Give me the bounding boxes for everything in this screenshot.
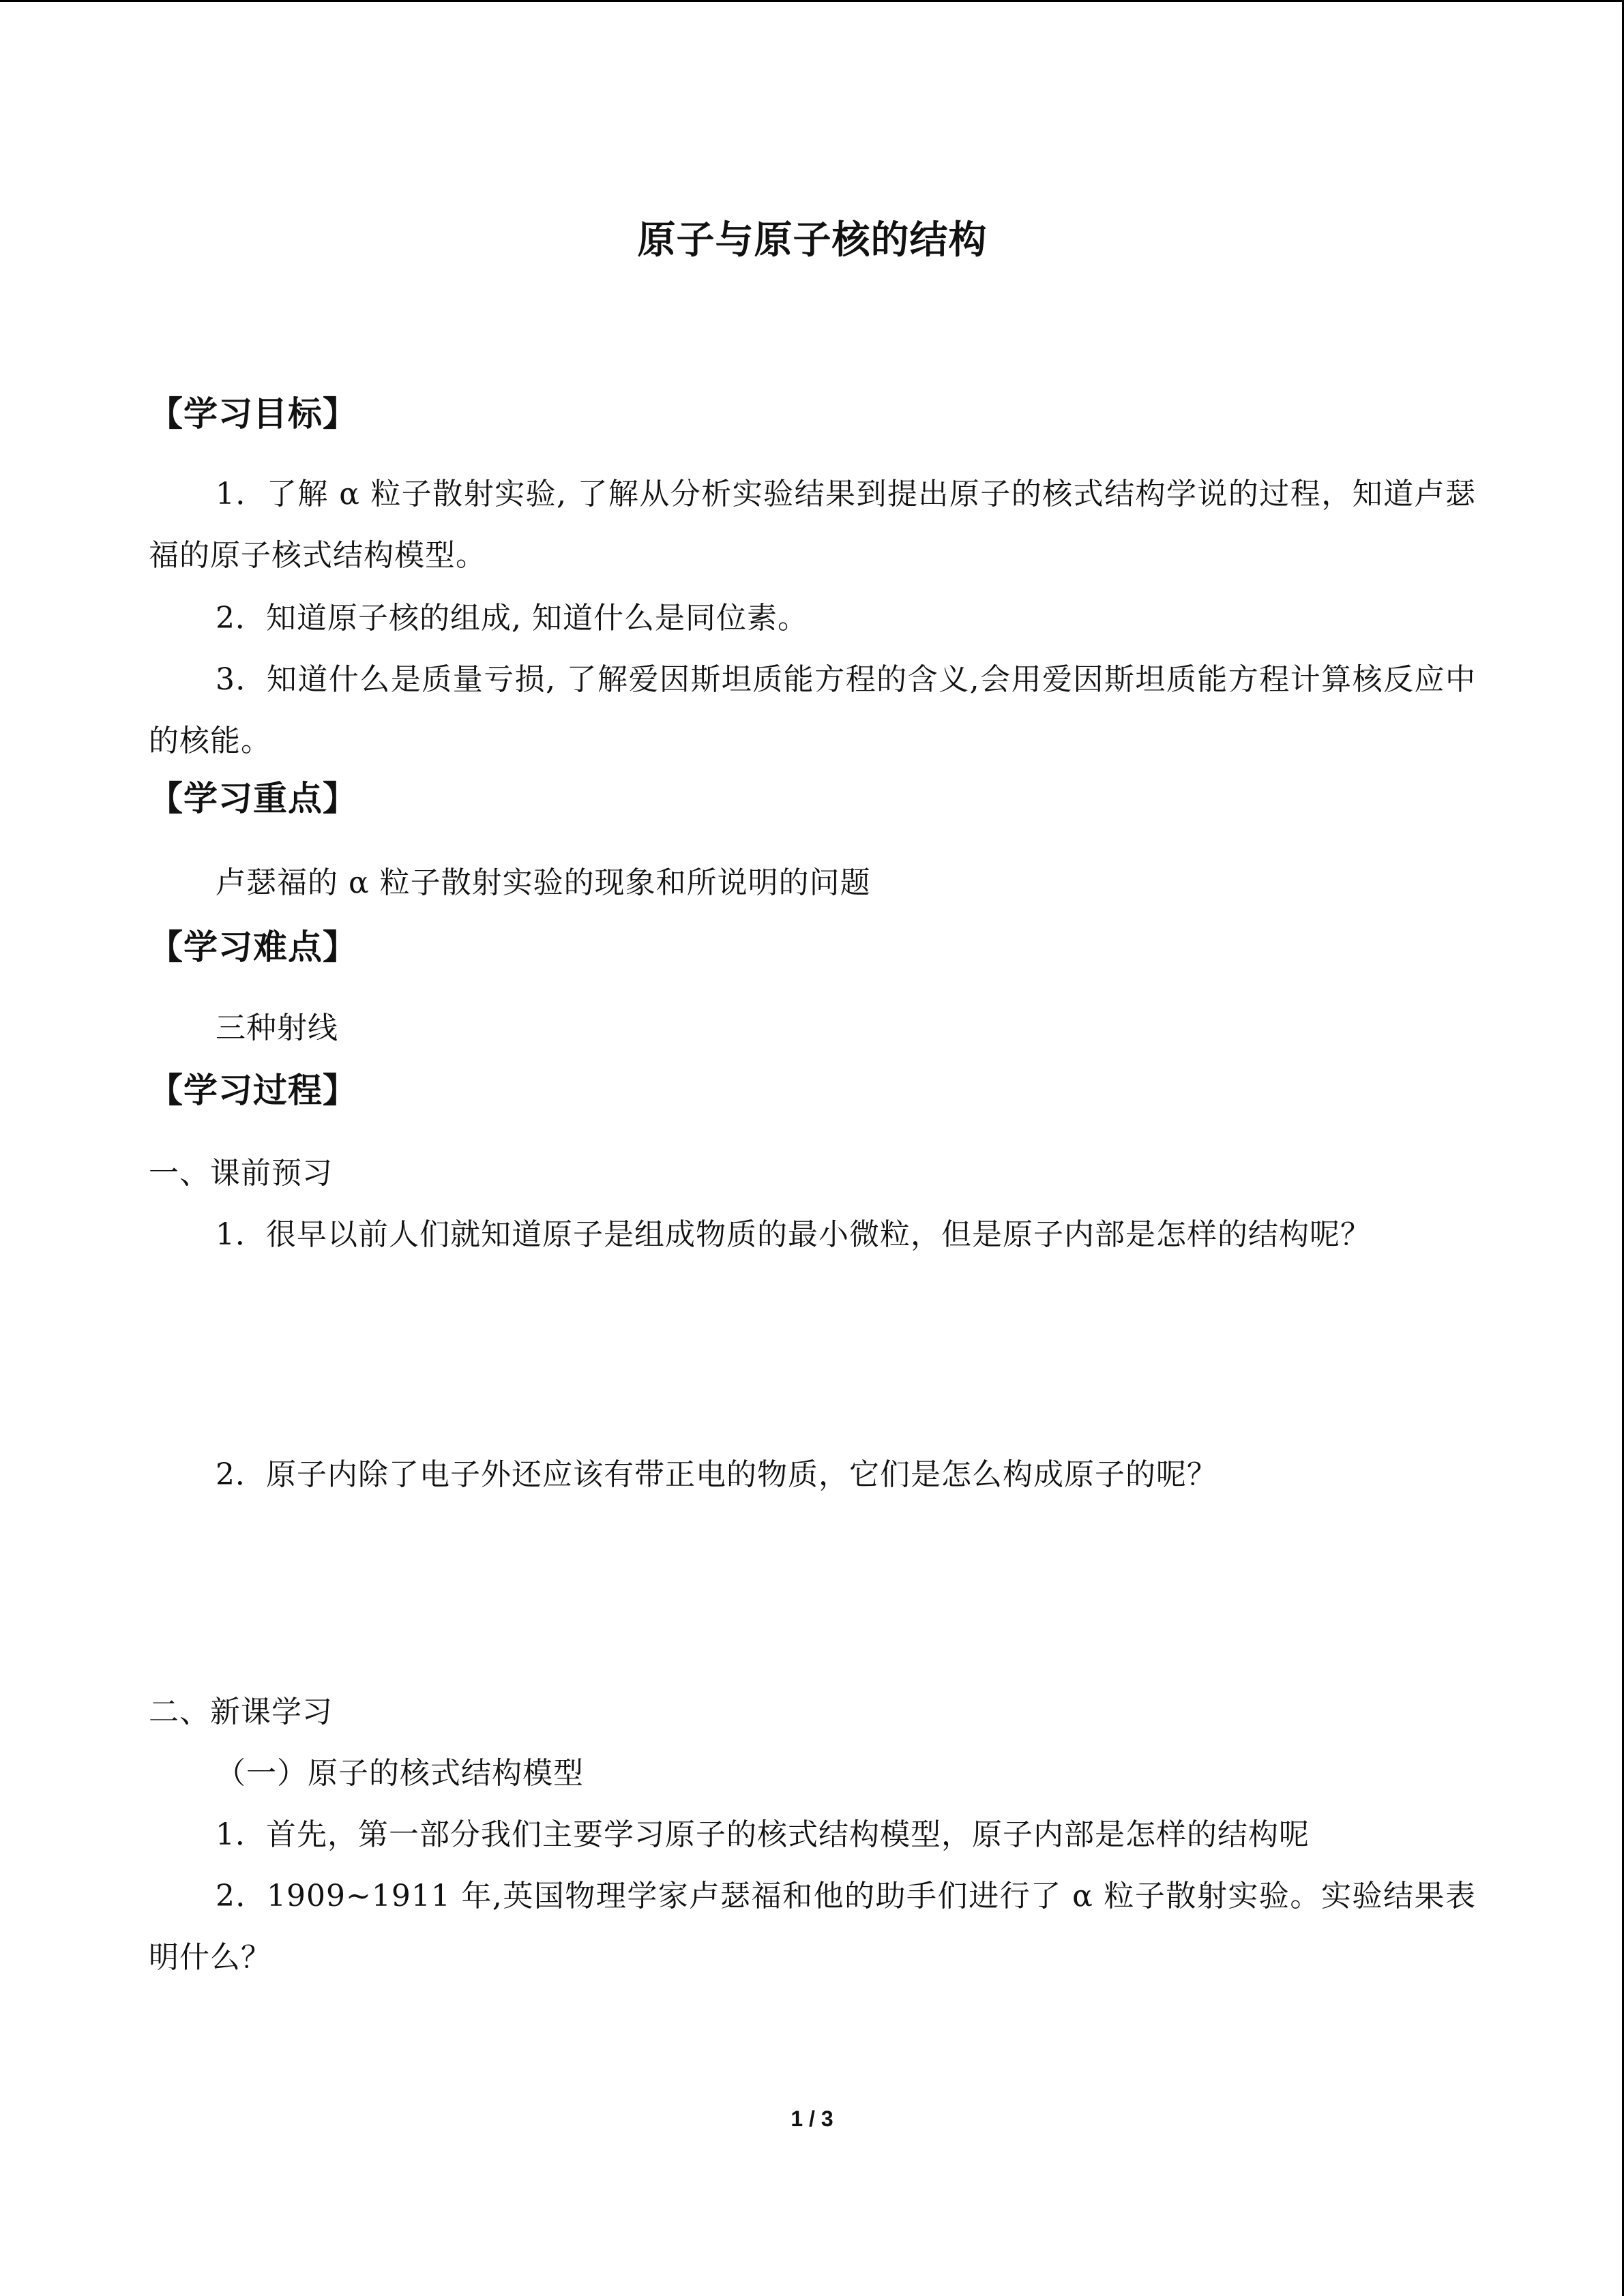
process-heading: 【学习过程】 <box>149 1071 357 1110</box>
page-number: 1 / 3 <box>791 2106 833 2131</box>
new-lesson-item-1: 1．首先，第一部分我们主要学习原子的核式结构模型，原子内部是怎样的结构呢 <box>216 1817 1310 1852</box>
difficulties-text: 三种射线 <box>216 1011 338 1045</box>
difficulties-heading: 【学习难点】 <box>149 927 357 967</box>
objective-item-1: 1．了解 α 粒子散射实验, 了解从分析实验结果到提出原子的核式结构学说的过程，知道卢瑟福的原子核式结构模型。 <box>149 477 1476 573</box>
objective-item-3: 3．知道什么是质量亏损, 了解爱因斯坦质能方程的含义,会用爱因斯坦质能方程计算核反应中的核能。 <box>149 662 1476 758</box>
objective-item-2: 2．知道原子核的组成, 知道什么是同位素。 <box>216 601 808 636</box>
preview-title: 一、课前预习 <box>149 1156 333 1191</box>
document-title: 原子与原子核的结构 <box>637 218 988 263</box>
key-points-heading: 【学习重点】 <box>149 779 357 818</box>
objectives-heading: 【学习目标】 <box>149 394 357 434</box>
new-lesson-title: 二、新课学习 <box>149 1695 333 1729</box>
preview-item-2: 2．原子内除了电子外还应该有带正电的物质，它们是怎么构成原子的呢？ <box>216 1457 1217 1492</box>
key-points-text: 卢瑟福的 α 粒子散射实验的现象和所说明的问题 <box>216 865 871 900</box>
preview-item-1: 1．很早以前人们就知道原子是组成物质的最小微粒，但是原子内部是怎样的结构呢？ <box>216 1217 1371 1252</box>
new-lesson-item-2: 2．1909~1911 年,英国物理学家卢瑟福和他的助手们进行了 α 粒子散射实验。实验结果表明什么？ <box>149 1879 1476 1975</box>
new-lesson-subtitle: （一）原子的核式结构模型 <box>216 1756 584 1791</box>
